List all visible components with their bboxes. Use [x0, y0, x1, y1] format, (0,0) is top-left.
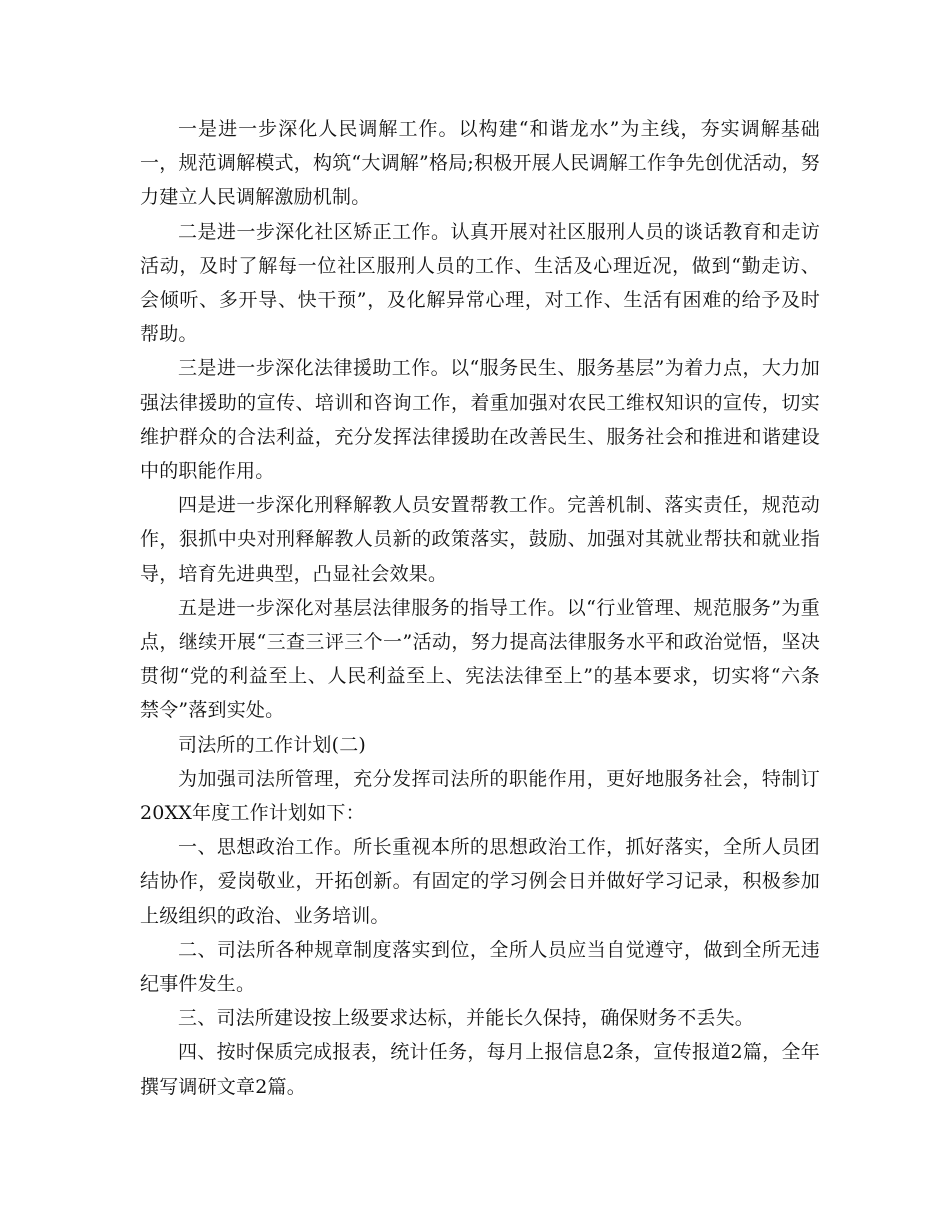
paragraph-mediation: 一是进一步深化人民调解工作。以构建“和谐龙水”为主线，夯实调解基础一，规范调解模式，构筑“大调解”格局;积极开展人民调解工作争先创优活动，努力建立人民调解激励机制。	[140, 118, 820, 209]
paragraph-item-3: 三、司法所建设按上级要求达标，并能长久保持，确保财务不丢失。	[178, 1007, 755, 1030]
paragraph-item-1: 一、思想政治工作。所长重视本所的思想政治工作，抓好落实，全所人员团结协作，爱岗敬业，开拓创新。有固定的学习例会日并做好学习记录，积极参加上级组织的政治、业务培训。	[140, 836, 820, 927]
paragraph-grassroots-legal-service: 五是进一步深化对基层法律服务的指导工作。以“行业管理、规范服务”为重点，继续开展“三查三评三个一”活动，努力提高法律服务水平和政治觉悟，坚决贯彻“党的利益至上、人民利益至上、宪法法律至上”的基本要求，切实将“六条禁令”落到实处。	[140, 596, 820, 722]
paragraph-item-2: 二、司法所各种规章制度落实到位，全所人员应当自觉遵守，做到全所无违纪事件发生。	[140, 938, 820, 996]
document-body	[140, 112, 820, 1104]
paragraph-resettlement: 四是进一步深化刑释解教人员安置帮教工作。完善机制、落实责任，规范动作，狠抓中央对刑释解教人员新的政策落实，鼓励、加强对其就业帮扶和就业指导，培育先进典型，凸显社会效果。	[140, 494, 820, 585]
section-title: 司法所的工作计划(二)	[178, 733, 367, 756]
paragraph-item-4: 四、按时保质完成报表，统计任务，每月上报信息2条，宣传报道2篇，全年撰写调研文章2篇。	[140, 1041, 820, 1098]
paragraph-intro: 为加强司法所管理，充分发挥司法所的职能作用，更好地服务社会，特制订20XX年度工作计划如下：	[140, 767, 820, 825]
paragraph-community-correction: 二是进一步深化社区矫正工作。认真开展对社区服刑人员的谈话教育和走访活动，及时了解每一位社区服刑人员的工作、生活及心理近况，做到“勤走访、会倾听、多开导、快干预”，及化解异常心理，对工作、生活有困难的给予及时帮助。	[140, 220, 820, 346]
paragraph-legal-aid: 三是进一步深化法律援助工作。以“服务民生、服务基层”为着力点，大力加强法律援助的宣传、培训和咨询工作，着重加强对农民工维权知识的宣传，切实维护群众的合法利益，充分发挥法律援助在改善民生、服务社会和推进和谐建设中的职能作用。	[140, 357, 820, 483]
